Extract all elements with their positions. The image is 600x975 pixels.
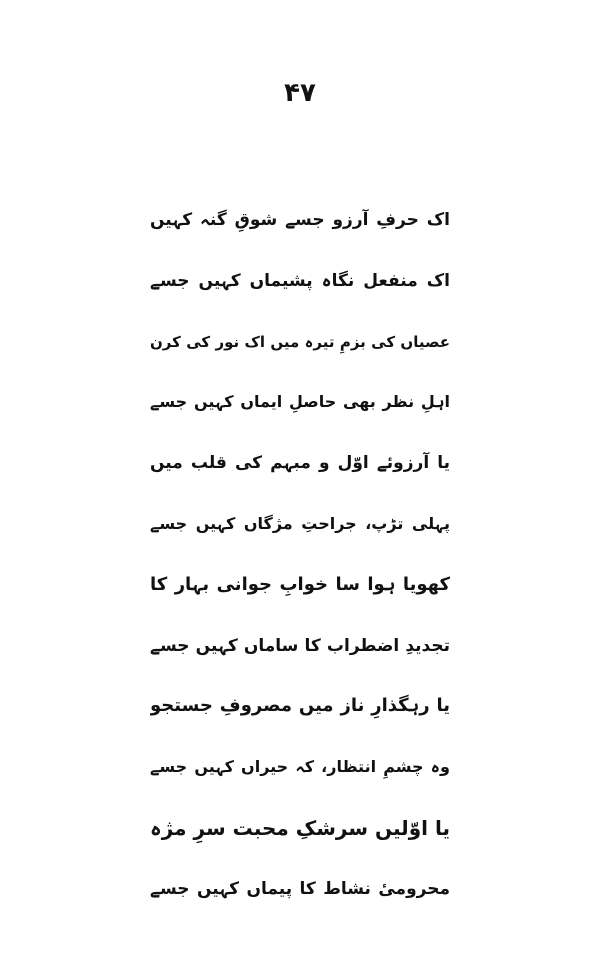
poem-line: محرومیٔ نشاط کا پیماں کہیں جسے (150, 878, 450, 899)
poem-line: اک منفعل نگاہ پشیماں کہیں جسے (150, 270, 450, 291)
poem-line: تجدیدِ اضطراب کا ساماں کہیں جسے (150, 635, 450, 656)
poem-line: اک حرفِ آرزو جسے شوقِ گنہ کہیں (150, 210, 450, 230)
poem-line: پہلی تڑپ، جراحتِ مژگاں کہیں جسے (150, 513, 450, 533)
poem-line: کھویا ہوا سا خوابِ جوانی بہار کا (150, 573, 450, 595)
poem (150, 190, 450, 920)
page-number: ۴۷ (284, 78, 316, 108)
poem-line: عصیاں کی بزمِ تیرہ میں اک نور کی کرن (150, 332, 450, 351)
poem-line: یا آرزوئے اوّل و مبہم کی قلب میں (150, 453, 450, 474)
poem-line: اہلِ نظر بھی حاصلِ ایماں کہیں جسے (150, 392, 450, 412)
poem-line: وہ چشمِ انتظار، کہ حیراں کہیں جسے (150, 757, 450, 777)
poem-line: یا رہگذارِ ناز میں مصروفِ جستجو (150, 695, 450, 717)
poem-line: یا اوّلیں سرشکِ محبت سرِ مژہ (150, 815, 450, 840)
